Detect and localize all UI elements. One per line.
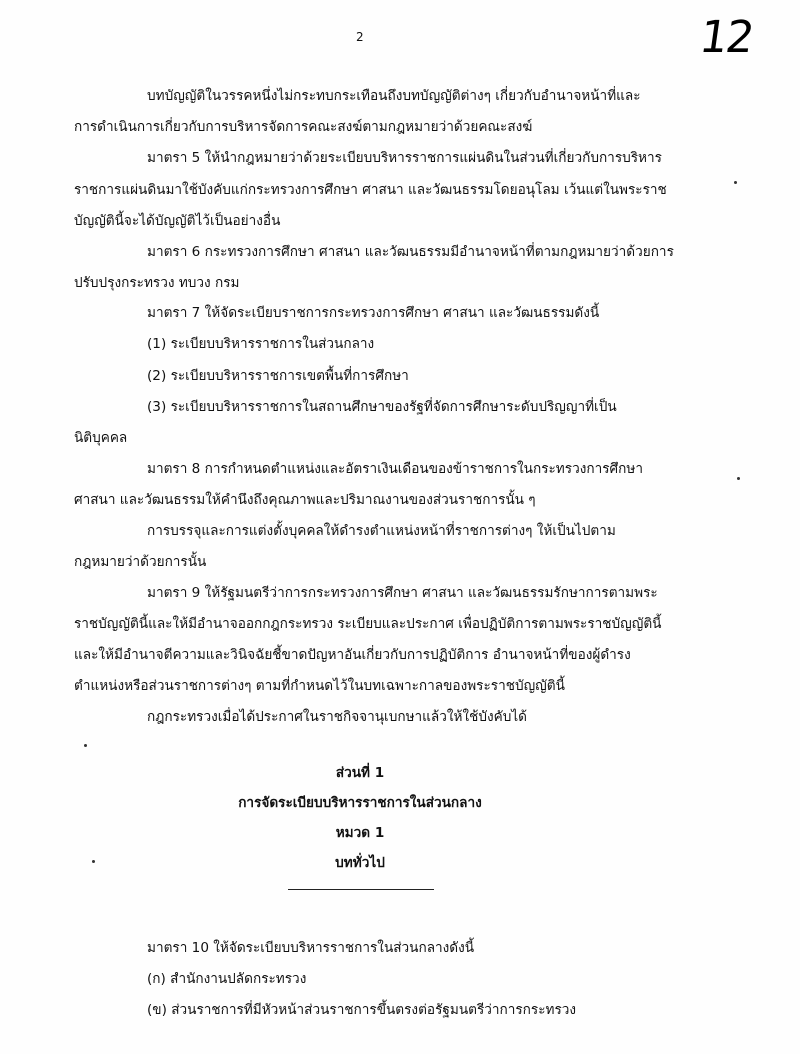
body-line: ราชการแผ่นดินมาใช้บังคับแก่กระทรวงการศึกษา ศาสนา และวัฒนธรรมโดยอนุโลม เว้นแต่ในพระราช — [74, 182, 667, 198]
list-item: (2) ระเบียบบริหารราชการเขตพื้นที่การศึกษา — [147, 368, 409, 384]
body-line: ศาสนา และวัฒนธรรมให้คำนึงถึงคุณภาพและปริมาณงานของส่วนราชการนั้น ๆ — [74, 492, 536, 508]
body-line: มาตรา 8 การกำหนดตำแหน่งและอัตราเงินเดือนของข้าราชการในกระทรวงการศึกษา — [147, 461, 643, 477]
scan-speck — [92, 860, 95, 863]
list-item: (1) ระเบียบบริหารราชการในส่วนกลาง — [147, 336, 375, 352]
list-item: (3) ระเบียบบริหารราชการในสถานศึกษาของรัฐที่จัดการศึกษาระดับปริญญาที่เป็น — [147, 399, 617, 415]
body-line: นิติบุคคล — [74, 430, 128, 446]
chapter-title: บททั่วไป — [335, 855, 385, 871]
body-line: มาตรา 7 ให้จัดระเบียบราชการกระทรวงการศึกษา ศาสนา และวัฒนธรรมดังนี้ — [147, 305, 600, 321]
list-item: (ก) สำนักงานปลัดกระทรวง — [147, 971, 307, 987]
list-item: (ข) ส่วนราชการที่มีหัวหน้าส่วนราชการขึ้นตรงต่อรัฐมนตรีว่าการกระทรวง — [147, 1002, 577, 1018]
body-line: การบรรจุและการแต่งตั้งบุคคลให้ดำรงตำแหน่งหน้าที่ราชการต่างๆ ให้เป็นไปตาม — [147, 523, 616, 539]
body-line: ราชบัญญัตินี้และให้มีอำนาจออกกฎกระทรวง ระเบียบและประกาศ เพื่อปฏิบัติการตามพระราชบัญญัตินี้ — [74, 616, 662, 632]
body-line: มาตรา 5 ให้นำกฎหมายว่าด้วยระเบียบบริหารราชการแผ่นดินในส่วนที่เกี่ยวกับการบริหาร — [147, 150, 662, 166]
handwritten-page-mark: 12 — [696, 12, 756, 63]
divider — [288, 889, 434, 890]
scan-speck — [737, 477, 740, 480]
section-heading: ส่วนที่ 1 — [335, 765, 385, 781]
body-line: มาตรา 10 ให้จัดระเบียบบริหารราชการในส่วนกลางดังนี้ — [147, 940, 475, 956]
body-line: กฎหมายว่าด้วยการนั้น — [74, 554, 207, 570]
body-line: บทบัญญัติในวรรคหนึ่งไม่กระทบกระเทือนถึงบทบัญญัติต่างๆ เกี่ยวกับอำนาจหน้าที่และ — [147, 88, 641, 104]
scan-speck — [734, 181, 737, 184]
body-line: กฎกระทรวงเมื่อได้ประกาศในราชกิจจานุเบกษาแล้วให้ใช้บังคับได้ — [147, 709, 528, 725]
body-line: ตำแหน่งหรือส่วนราชการต่างๆ ตามที่กำหนดไว้ในบทเฉพาะกาลของพระราชบัญญัตินี้ — [74, 678, 565, 694]
section-title: การจัดระเบียบบริหารราชการในส่วนกลาง — [238, 795, 482, 811]
body-line: มาตรา 9 ให้รัฐมนตรีว่าการกระทรวงการศึกษา ศาสนา และวัฒนธรรมรักษาการตามพระ — [147, 585, 658, 601]
scan-speck — [84, 744, 87, 747]
body-line: บัญญัตินี้จะได้บัญญัติไว้เป็นอย่างอื่น — [74, 213, 281, 229]
page-number: 2 — [356, 30, 364, 44]
body-line: และให้มีอำนาจตีความและวินิจฉัยชี้ขาดปัญหาอันเกี่ยวกับการปฏิบัติการ อำนาจหน้าที่ของผู้ดำรง — [74, 647, 631, 663]
chapter-heading: หมวด 1 — [335, 825, 385, 841]
body-line: การดำเนินการเกี่ยวกับการบริหารจัดการคณะสงฆ์ตามกฎหมายว่าด้วยคณะสงฆ์ — [74, 119, 533, 135]
body-line: ปรับปรุงกระทรวง ทบวง กรม — [74, 275, 240, 291]
body-line: มาตรา 6 กระทรวงการศึกษา ศาสนา และวัฒนธรรมมีอำนาจหน้าที่ตามกฎหมายว่าด้วยการ — [147, 244, 674, 260]
